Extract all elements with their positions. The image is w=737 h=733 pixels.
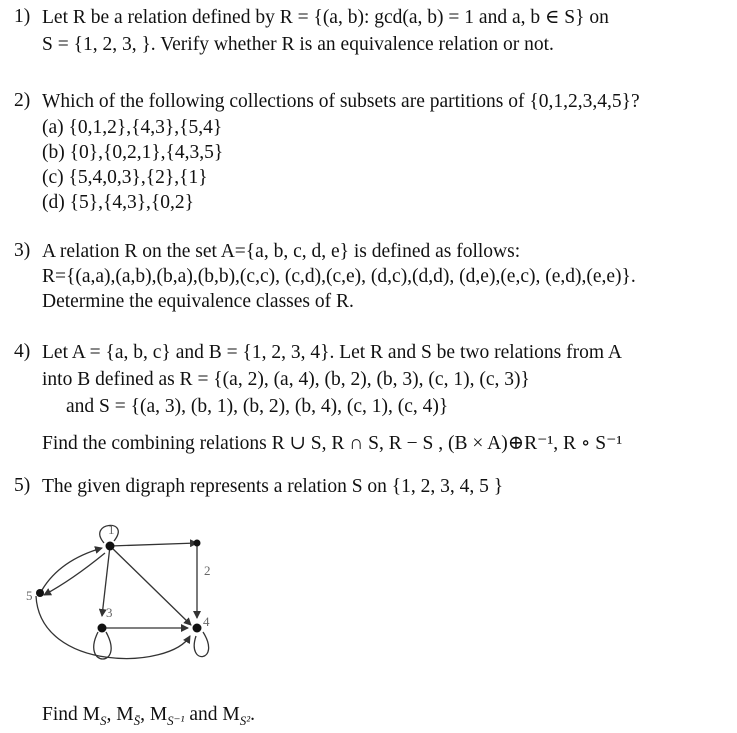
node-5 [36,589,44,597]
node-label-2: 2 [204,563,211,578]
q1-line2: S = {1, 2, 3, }. Verify whether R is an equivalence relation or not. [42,34,554,55]
q5-find-end: . [250,704,255,725]
q2-option-c: (c) {5,4,0,3},{2},{1} [42,167,208,188]
q2-line1: Which of the following collections of subsets are partitions of {0,1,2,3,4,5}? [42,91,640,112]
node-label-5: 5 [26,588,33,603]
edge-5-1 [42,548,102,590]
q1-line1: Let R be a relation defined by R = {(a, b): gcd(a, b) = 1 and a, b ∈ S} on [42,7,609,28]
q4-line4: Find the combining relations R ∪ S, R ∩ S, R − S , (B × A)⊕R⁻¹, R ∘ S⁻¹ [42,433,623,454]
sub-sbar: S̄ [133,712,141,728]
q5-find-line [42,703,255,733]
sub-s2: S² [239,712,251,728]
sub-sinv: S⁻¹ [167,712,185,728]
node-label-1: 1 [108,522,115,537]
q3-line1: A relation R on the set A={a, b, c, d, e} is defined as follows: [42,241,521,262]
q3-line3: Determine the equivalence classes of R. [42,291,354,312]
q3-number: 3) [14,240,31,261]
q3-line2: R={(a,a),(a,b),(b,a),(b,b),(c,c), (c,d),(c,e), (d,c),(d,d), (d,e),(e,c), (e,d),(e,e)}. [42,266,636,287]
node-2 [194,540,201,547]
q5-find-and: and M [184,704,240,725]
edge-1-2 [110,543,197,546]
q2-option-a: (a) {0,1,2},{4,3},{5,4} [42,117,223,138]
q4-line3: and S = {(a, 3), (b, 1), (b, 2), (b, 4), (c, 1), (c, 4)} [66,396,449,417]
edge-1-4 [110,546,191,625]
edge-5-4 [36,596,190,659]
q4-line1: Let A = {a, b, c} and B = {1, 2, 3, 4}. Let R and S be two relations from A [42,342,622,363]
q5-line1: The given digraph represents a relation S on {1, 2, 3, 4, 5 } [42,476,504,497]
q2-option-d: (d) {5},{4,3},{0,2} [42,192,195,213]
q2-number: 2) [14,90,31,111]
node-label-3: 3 [106,605,113,620]
q5-number: 5) [14,475,31,496]
loop-4 [194,632,208,657]
q5-find-sep1: , M [106,704,134,725]
node-3 [98,624,107,633]
q4-line2: into B defined as R = {(a, 2), (a, 4), (b, 2), (b, 3), (c, 1), (c, 3)} [42,369,530,390]
q1-number: 1) [14,6,31,27]
q4-number: 4) [14,341,31,362]
loop-3 [94,632,111,659]
q5-find-sep2: , M [140,704,168,725]
node-1 [106,542,115,551]
node-label-4: 4 [203,614,210,629]
q2-option-b: (b) {0},{0,2,1},{4,3,5} [42,142,224,163]
q5-find-text: Find M [42,704,100,725]
sub-s: S [99,712,107,728]
node-4 [193,624,202,633]
